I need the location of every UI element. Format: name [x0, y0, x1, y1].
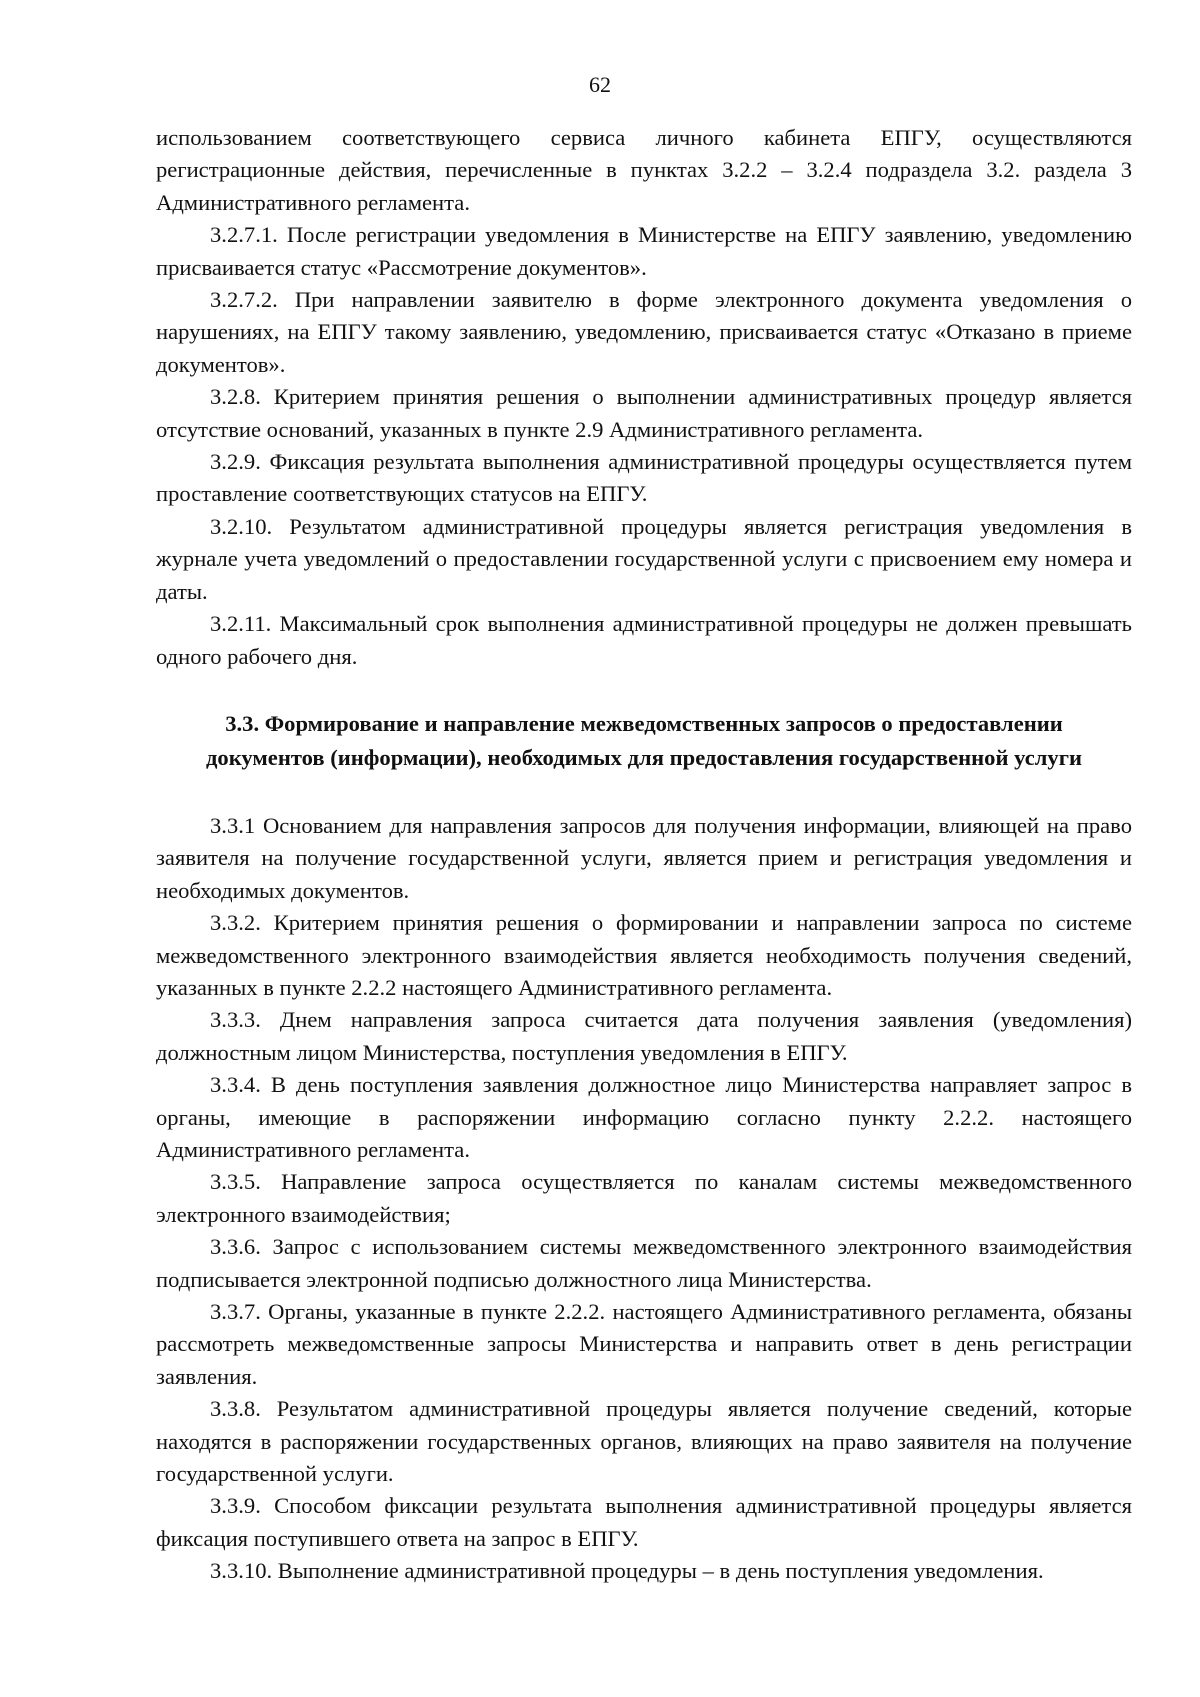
paragraph-3-3-8: 3.3.8. Результатом административной процедуры является получение сведений, которые находятся в распоряжении государственных органов, влияющих на право заявителя на получение государственной услуги.: [156, 1396, 1132, 1487]
paragraph-3-2-7-2: 3.2.7.2. При направлении заявителю в форме электронного документа уведомления о нарушениях, на ЕПГУ такому заявлению, уведомлению, присваивается статус «Отказано в приеме документов».: [156, 287, 1132, 377]
section-heading-3-3: [156, 707, 1132, 775]
paragraph-3-3-4: 3.3.4. В день поступления заявления должностное лицо Министерства направляет запрос в органы, имеющие в распоряжении информацию согласно пункту 2.2.2. настоящего Административного регламента.: [156, 1072, 1132, 1162]
paragraph-3-3-6: 3.3.6. Запрос с использованием системы межведомственного электронного взаимодействия подписывается электронной подписью должностного лица Министерства.: [156, 1234, 1132, 1292]
paragraph-3-2-11: 3.2.11. Максимальный срок выполнения административной процедуры не должен превышать одного рабочего дня.: [156, 611, 1132, 669]
document-body: [156, 122, 1132, 1588]
paragraph-3-2-9: 3.2.9. Фиксация результата выполнения административной процедуры осуществляется путем проставление соответствующих статусов на ЕПГУ.: [156, 449, 1132, 507]
paragraph-3-3-2: 3.3.2. Критерием принятия решения о формировании и направлении запроса по системе межведомственного электронного взаимодействия является необходимость получения сведений, указанных в пункте 2.2.2 настоящего Административного регламента.: [156, 910, 1132, 1000]
paragraph-3-2-7-1: 3.2.7.1. После регистрации уведомления в Министерстве на ЕПГУ заявлению, уведомлению присваивается статус «Рассмотрение документов».: [156, 222, 1132, 280]
paragraph-3-3-1: 3.3.1 Основанием для направления запросов для получения информации, влияющей на право заявителя на получение государственной услуги, является прием и регистрация уведомления и необходимых документов.: [156, 812, 1132, 903]
section-heading-line-1: 3.3. Формирование и направление межведомственных запросов о предоставлении: [225, 710, 1063, 736]
paragraph-3-3-10: 3.3.10. Выполнение административной процедуры – в день поступления уведомления.: [210, 1558, 1044, 1584]
paragraph-3-3-7: 3.3.7. Органы, указанные в пункте 2.2.2. настоящего Административного регламента, обязаны рассмотреть межведомственные запросы Министерства и направить ответ в день регистрации заявления.: [156, 1299, 1132, 1389]
paragraph-continuation: использованием соответствующего сервиса личного кабинета ЕПГУ, осуществляются регистрационные действия, перечисленные в пунктах 3.2.2 – 3.2.4 подраздела 3.2. раздела 3 Административного регламента.: [156, 125, 1132, 215]
page-number: 62: [589, 72, 611, 97]
paragraph-3-2-8: 3.2.8. Критерием принятия решения о выполнении административных процедур является отсутствие оснований, указанных в пункте 2.9 Административного регламента.: [156, 384, 1132, 442]
paragraph-3-3-5: 3.3.5. Направление запроса осуществляется по каналам системы межведомственного электронного взаимодействия;: [156, 1169, 1132, 1227]
section-heading-line-2: документов (информации), необходимых для предоставления государственной услуги: [205, 744, 1082, 770]
paragraph-3-2-10: 3.2.10. Результатом административной процедуры является регистрация уведомления в журнале учета уведомлений о предоставлении государственной услуги с присвоением ему номера и даты.: [156, 513, 1132, 604]
paragraph-3-3-9: 3.3.9. Способом фиксации результата выполнения административной процедуры является фиксация поступившего ответа на запрос в ЕПГУ.: [156, 1493, 1132, 1551]
paragraph-3-3-3: 3.3.3. Днем направления запроса считается дата получения заявления (уведомления) должностным лицом Министерства, поступления уведомления в ЕПГУ.: [156, 1007, 1132, 1065]
